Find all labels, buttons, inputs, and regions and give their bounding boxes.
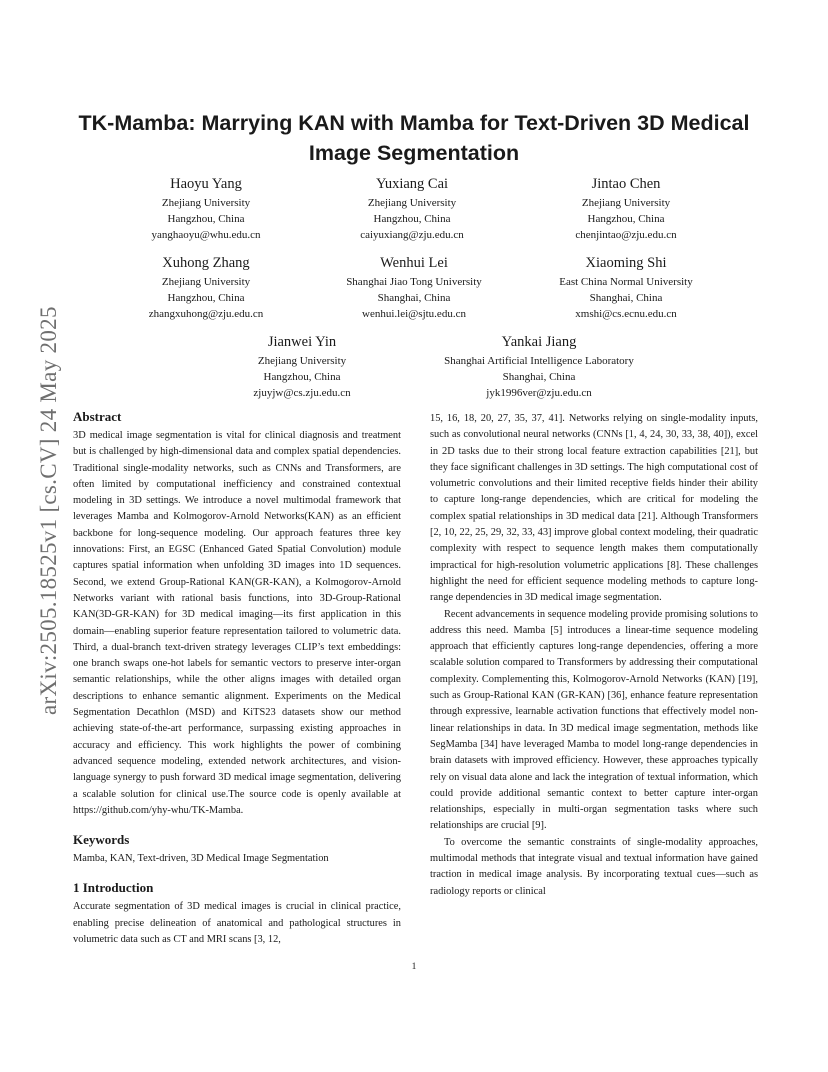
paper-title: TK-Mamba: Marrying KAN with Mamba for Text-Driven 3D Medical Image Segmentation (78, 111, 750, 165)
page-number: 1 (411, 962, 417, 972)
author-name: Haoyu Yang (170, 176, 242, 192)
arxiv-identifier-stamp: arXiv:2505.18525v1 [cs.CV] 24 May 2025 (36, 306, 61, 715)
author-location: Hangzhou, China (373, 213, 451, 226)
author-location: Hangzhou, China (167, 213, 245, 226)
author-email: zhangxuhong@zju.edu.cn (148, 308, 264, 321)
introduction-heading: 1 Introduction (73, 880, 154, 896)
introduction-paragraph: Recent advancements in sequence modeling provide promising solutions to address this need. Mamba [5] introduces a linear-time sequence modeling approach that efficiently captures long-range dependencies, offering a more scalable solution compared to Transformers by addressing their computational complexity. Complementing this, Kolmogorov-Arnold Networks (KAN) [19], such as Group-Rational KAN (GR-KAN) [36], enhance feature representation through expressive, learnable activation functions that effectively model non-linear relationships in data. In 3D medical image segmentation, methods like SegMamba [34] have leveraged Mamba to model long-range dependencies in brain datasets with improved efficiency. However, these approaches typically rely on visual data alone and lack the integration of textual information, which could provide additional semantic context to better capture inter-organ relationships, especially in multi-organ segmentation tasks where such relationships are crucial [9]. (430, 608, 758, 832)
author-affiliation: Zhejiang University (581, 197, 671, 209)
author-name: Yankai Jiang (501, 334, 577, 350)
author-block-7 (182, 333, 422, 402)
author-name: Wenhui Lei (380, 255, 448, 271)
author-block-2 (292, 175, 532, 244)
author-location: Shanghai, China (377, 292, 451, 305)
author-name: Yuxiang Cai (375, 176, 449, 192)
author-location: Hangzhou, China (167, 292, 245, 305)
introduction-paragraph: To overcome the semantic constraints of single-modality approaches, multimodal methods that integrate visual and textual information have gained traction in medical image analysis. By incorporating textual cues—such as radiology reports or clinical (430, 836, 758, 897)
author-location: Hangzhou, China (263, 371, 341, 384)
author-block-6 (506, 254, 746, 323)
author-affiliation: East China Normal University (559, 276, 693, 288)
author-email: jyk1996ver@zju.edu.cn (486, 387, 592, 400)
author-affiliation: Zhejiang University (257, 355, 347, 367)
author-location: Hangzhou, China (587, 213, 665, 226)
author-name: Xiaoming Shi (585, 255, 667, 271)
author-affiliation: Shanghai Jiao Tong University (346, 276, 482, 288)
author-block-4 (86, 254, 326, 323)
keywords-text: Mamba, KAN, Text-driven, 3D Medical Image Segmentation (73, 853, 329, 865)
author-email: yanghaoyu@whu.edu.cn (151, 229, 261, 242)
author-affiliation: Zhejiang University (367, 197, 457, 209)
abstract-heading: Abstract (73, 409, 122, 424)
author-block-3 (506, 175, 746, 244)
introduction-paragraph: 15, 16, 18, 20, 27, 35, 37, 41]. Networks relying on single-modality inputs, such as convolutional neural networks (CNNs [1, 4, 24, 30, 33, 38, 40]), excel in 2D tasks due to their strong local feature extraction capabilities [21], but they face significant challenges in 3D settings. The high computational cost of volumetric convolutions and their limited receptive fields hinder their ability to capture long-range dependencies, which are critical for modeling the complex spatial relationships in 3D medical data [21]. Although Transformers [2, 10, 22, 25, 29, 32, 33, 43] improve global context modeling, their quadratic complexity with respect to sequence length makes them computationally impractical for high-resolution volumetric applications [8]. These challenges highlight the need for efficient sequence modeling methods to capture long-range dependencies in 3D medical image segmentation. (430, 413, 758, 604)
author-block-5 (294, 254, 534, 323)
author-block-1 (86, 175, 326, 244)
author-email: chenjintao@zju.edu.cn (575, 229, 677, 242)
author-email: wenhui.lei@sjtu.edu.cn (362, 308, 466, 321)
author-affiliation: Shanghai Artificial Intelligence Laboratory (444, 355, 634, 367)
author-affiliation: Zhejiang University (161, 276, 251, 288)
right-column (430, 411, 758, 900)
introduction-paragraph: Accurate segmentation of 3D medical images is crucial in clinical practice, enabling precise delineation of anatomical and pathological structures in volumetric data such as CT and MRI scans [3, 12, (73, 901, 401, 946)
abstract-text: 3D medical image segmentation is vital for clinical diagnosis and treatment but is challenged by high-dimensional data and complex spatial dependencies. Traditional single-modality networks, such as CNNs and Transformers, are often limited by computational inefficiency and constrained contextual modeling in 3D settings. We introduce a novel multimodal framework that leverages Mamba and Kolmogorov-Arnold Networks(KAN) as an efficient backbone for long-sequence modeling. Our approach features three key innovations: First, an EGSC (Enhanced Gated Spatial Convolution) module captures spatial information when unfolding 3D images into 1D sequences. Second, we extend Group-Rational KAN(GR-KAN), a Kolmogorov-Arnold Networks variant with rational basis functions, into 3D-Group-Rational KAN(3D-GR-KAN) for 3D medical imaging—its first application in this domain—enabling superior feature representation tailored to volumetric data. Third, a dual-branch text-driven strategy leverages CLIP’s text embeddings: one branch swaps one-hot labels for semantic vectors to preserve inter-organ semantic relationships, while the other aligns images with detailed organ descriptions to enhance semantic alignment. Experiments on the Medical Segmentation Decathlon (MSD) and KiTS23 datasets show our method achieving state-of-the-art performance, surpassing existing approaches in accuracy and efficiency. This work highlights the power of combining advanced sequence modeling, extended network architectures, and vision-language synergy to push forward 3D medical image segmentation, delivering a scalable solution for clinical use.The source code is openly available at https://github.com/yhy-whu/TK-Mamba. (73, 430, 401, 816)
author-location: Shanghai, China (502, 371, 576, 384)
author-location: Shanghai, China (589, 292, 663, 305)
author-name: Jintao Chen (591, 176, 661, 192)
author-block-8 (389, 333, 689, 402)
author-name: Jianwei Yin (267, 334, 337, 350)
author-name: Xuhong Zhang (162, 255, 250, 271)
author-affiliation: Zhejiang University (161, 197, 251, 209)
keywords-heading: Keywords (73, 832, 130, 848)
left-column (73, 408, 401, 948)
author-email: zjuyjw@cs.zju.edu.cn (253, 387, 351, 400)
author-email: xmshi@cs.ecnu.edu.cn (575, 308, 677, 321)
author-email: caiyuxiang@zju.edu.cn (360, 229, 464, 242)
